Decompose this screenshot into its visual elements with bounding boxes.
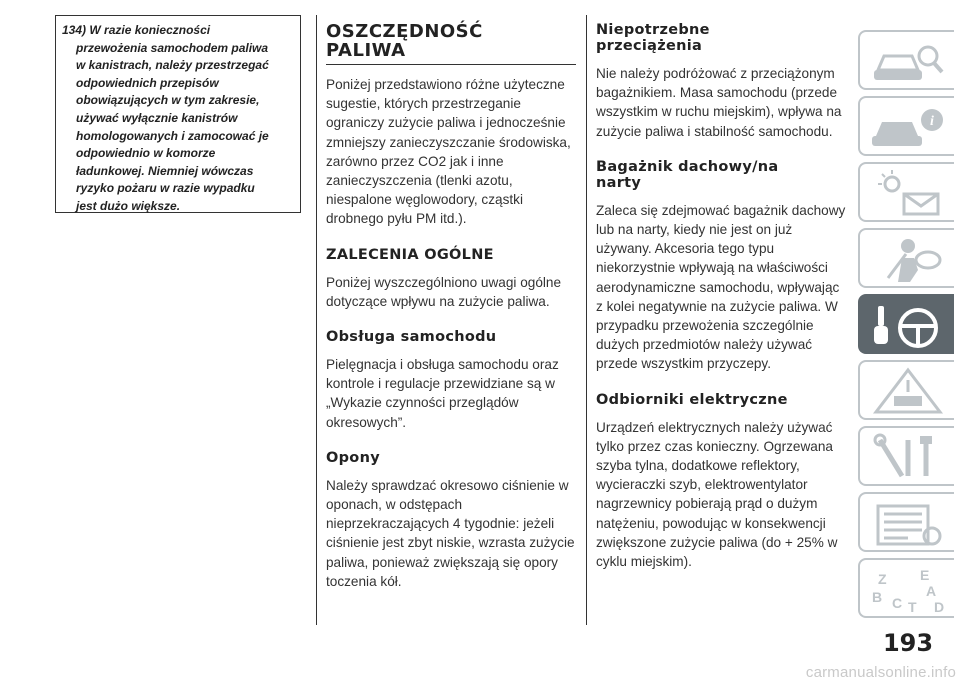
warning-line: obowiązujących w tym zakresie, <box>76 93 260 108</box>
index-letter: T <box>908 599 917 615</box>
warning-line: ryzyko pożaru w razie wypadku <box>76 181 255 196</box>
page-number: 193 <box>882 629 934 657</box>
warning-box <box>55 15 301 213</box>
tab-maintenance[interactable] <box>858 426 954 486</box>
overload-paragraph: Nie należy podróżować z przeciążonym bagażnikiem. Masa samochodu (przede wszystkim w ruchu miejskim), wpływa na zużycie paliwa i stabilność samochodu. <box>596 66 842 139</box>
warning-line: w kanistrach, należy przestrzegać <box>76 58 269 73</box>
index-letter: A <box>926 583 937 599</box>
overload-heading: Niepotrzebne przeciążenia <box>596 22 710 54</box>
general-heading: ZALECENIA OGÓLNE <box>326 246 494 263</box>
tab-airbag[interactable] <box>858 228 954 288</box>
index-letter: B <box>872 589 883 605</box>
service-heading: Obsługa samochodu <box>326 329 497 346</box>
steering-wheel-key-icon <box>868 300 948 352</box>
right-column <box>596 22 846 571</box>
warning-line-1: 134) W razie konieczności <box>62 23 211 37</box>
section-title: OSZCZĘDNOŚĆ PALIWA <box>326 22 576 65</box>
index-letter: D <box>934 599 945 615</box>
tab-car-info[interactable] <box>858 96 954 156</box>
car-search-icon <box>868 36 948 88</box>
tab-car-search[interactable] <box>858 30 954 90</box>
electric-paragraph: Urządzeń elektrycznych należy używać tylko przez czas konieczny. Ogrzewana szyba tylna, dodatkowe reflektory, wycieraczki szyb, elektrowentylator nagrzewnicy pobierają prąd o dużym natężeniu, powodując w konsekwencji zwiększone zużycie paliwa (do + 25% w cyklu miejskim). <box>596 419 838 570</box>
dashboard-lights-icon <box>868 168 948 220</box>
specifications-list-icon <box>868 498 948 550</box>
intro-paragraph: Poniżej przedstawiono różne użyteczne sugestie, których przestrzeganie ograniczy zużycie paliwa i jednocześnie zmniejszy zanieczyszczanie środowiska, zarówno przez CO2 jak i inne zanieczyszczenia (tlenki azotu, niespalone węglowodory, cząstki drobnego pyłu PM itd.). <box>326 77 571 227</box>
warning-line: homologowanych i zamocować je <box>76 128 269 143</box>
general-paragraph: Poniżej wyszczególniono uwagi ogólne dotyczące wpływu na zużycie paliwa. <box>326 274 562 309</box>
roof-rack-paragraph: Zaleca się zdejmować bagażnik dachowy lub na narty, kiedy nie jest on już używany. Akcesoria tego typu niekorzystnie wpływają na właściwości aerodynamiczne samochodu, wpływając z kolei negatywnie na zużycie paliwa. W przypadku przewożenia szczególnie dużych przedmiotów należy używać przede wszystkim przyczepy. <box>596 202 846 372</box>
warning-line: odpowiednio w komorze <box>76 146 216 161</box>
tab-steering-wheel[interactable] <box>858 294 954 354</box>
column-divider-right <box>586 15 587 625</box>
warning-triangle-icon <box>868 366 948 418</box>
tab-dashboard-lights[interactable] <box>858 162 954 222</box>
car-info-icon <box>868 102 948 154</box>
watermark: carmanualsonline.info <box>805 664 956 681</box>
warning-line: odpowiednich przepisów <box>76 75 219 90</box>
warning-line: jest dużo większe. <box>76 198 181 213</box>
airbag-passenger-icon <box>868 234 948 286</box>
roof-rack-heading: Bagażnik dachowy/na narty <box>596 158 779 191</box>
chapter-sidebar <box>858 0 960 686</box>
warning-line: używać wyłącznie kanistrów <box>76 110 238 125</box>
tab-warning[interactable] <box>858 360 954 420</box>
alphabetical-index-icon <box>868 564 948 616</box>
warning-line: ładunkowej. Niemniej wówczas <box>76 163 254 178</box>
tab-index[interactable] <box>858 558 954 618</box>
tab-specifications[interactable] <box>858 492 954 552</box>
middle-column <box>326 22 576 591</box>
maintenance-tools-icon <box>868 432 948 484</box>
warning-number: 134) <box>62 23 87 37</box>
tyres-paragraph: Należy sprawdzać okresowo ciśnienie w oponach, w odstępach nieprzekraczających 4 tygodnie: jeżeli ciśnienie jest zbyt niskie, wzrasta zużycie paliwa, ponieważ zwiększają się opory toczenia kół. <box>326 477 575 589</box>
warning-line: przewożenia samochodem paliwa <box>76 40 269 55</box>
index-letter: Z <box>878 571 887 587</box>
svg-text:i: i <box>930 114 934 129</box>
index-letter: E <box>920 567 930 583</box>
column-divider-left <box>316 15 317 625</box>
service-paragraph: Pielęgnacja i obsługa samochodu oraz kontrole i regulacje przewidziane są w „Wykazie czynności przeglądów okresowych”. <box>326 357 559 430</box>
tyres-heading: Opony <box>326 449 380 466</box>
index-letter: C <box>892 595 903 611</box>
electric-heading: Odbiorniki elektryczne <box>596 391 788 408</box>
